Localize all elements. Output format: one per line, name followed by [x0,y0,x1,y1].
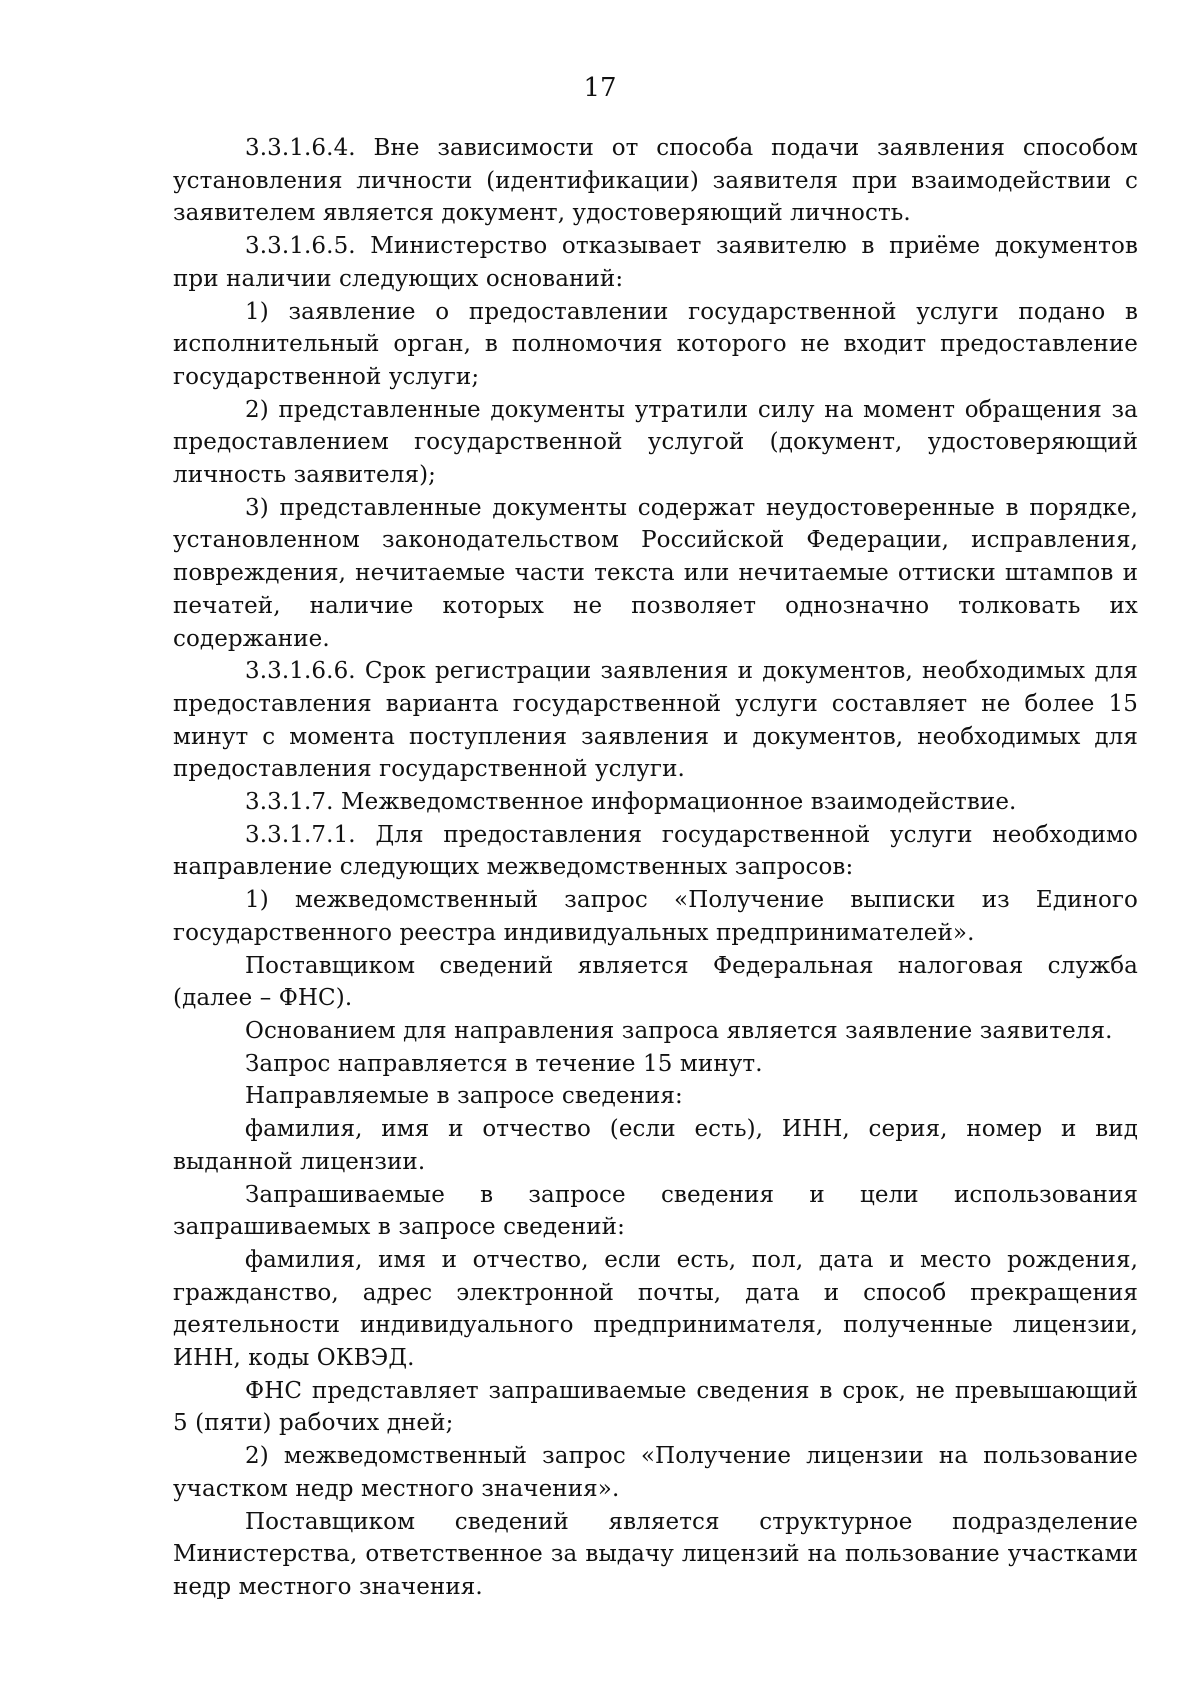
paragraph-3-3-1-7: 3.3.1.7. Межведомственное информационное взаимодействие. [245,789,1017,816]
request-2-provider: Поставщиком сведений является структурное подразделение Министерства, ответственное за выдачу лицензий на пользование участками недр местного значения. [173,1508,1138,1600]
request-1-provider: Поставщиком сведений является Федеральная налоговая служба (далее – ФНС). [173,952,1138,1012]
refusal-ground-1: 1) заявление о предоставлении государственной услуги подано в исполнительный орган, в полномочия которого не входит предоставление государственной услуги; [173,298,1138,390]
request-1-sent-data: фамилия, имя и отчество (если есть), ИНН, серия, номер и вид выданной лицензии. [173,1116,1138,1175]
request-1-basis: Основанием для направления запроса является заявление заявителя. [245,1017,1113,1044]
request-1-response-term: ФНС представляет запрашиваемые сведения в срок, не превышающий 5 (пяти) рабочих дней; [173,1377,1138,1437]
document-body [173,132,1138,1604]
request-1-requested-data: фамилия, имя и отчество, если есть, пол, дата и место рождения, гражданство, адрес электронной почты, дата и способ прекращения деятельности индивидуального предпринимателя, полученные лицензии, ИНН, коды ОКВЭД. [173,1246,1138,1372]
request-1-requested-data-heading: Запрашиваемые в запросе сведения и цели использования запрашиваемых в запросе сведений: [173,1181,1138,1241]
refusal-ground-3: 3) представленные документы содержат неудостоверенные в порядке, установленном законодательством Российской Федерации, исправления, повреждения, нечитаемые части текста или нечитаемые оттиски штампов и печатей, наличие которых не позволяет однозначно толковать их содержание. [173,494,1138,652]
paragraph-3-3-1-6-4: 3.3.1.6.4. Вне зависимости от способа подачи заявления способом установления личности (идентификации) заявителя при взаимодействии с заявителем является документ, удостоверяющий личность. [173,135,1138,227]
request-1-sent-data-heading: Направляемые в запросе сведения: [245,1083,683,1110]
request-1-timing: Запрос направляется в течение 15 минут. [245,1050,763,1077]
page-number: 17 [583,73,617,103]
paragraph-3-3-1-7-1: 3.3.1.7.1. Для предоставления государственной услуги необходимо направление следующих межведомственных запросов: [173,821,1138,881]
refusal-ground-2: 2) представленные документы утратили силу на момент обращения за предоставлением государственной услугой (документ, удостоверяющий личность заявителя); [173,396,1138,489]
paragraph-3-3-1-6-5: 3.3.1.6.5. Министерство отказывает заявителю в приёме документов при наличии следующих оснований: [173,233,1138,292]
paragraph-3-3-1-6-6: 3.3.1.6.6. Срок регистрации заявления и документов, необходимых для предоставления варианта государственной услуги составляет не более 15 минут с момента поступления заявления и документов, необходимых для предоставления государственной услуги. [173,658,1138,783]
request-2-title: 2) межведомственный запрос «Получение лицензии на пользование участком недр местного значения». [173,1443,1138,1502]
request-1-title: 1) межведомственный запрос «Получение выписки из Единого государственного реестра индивидуальных предпринимателей». [173,887,1138,946]
